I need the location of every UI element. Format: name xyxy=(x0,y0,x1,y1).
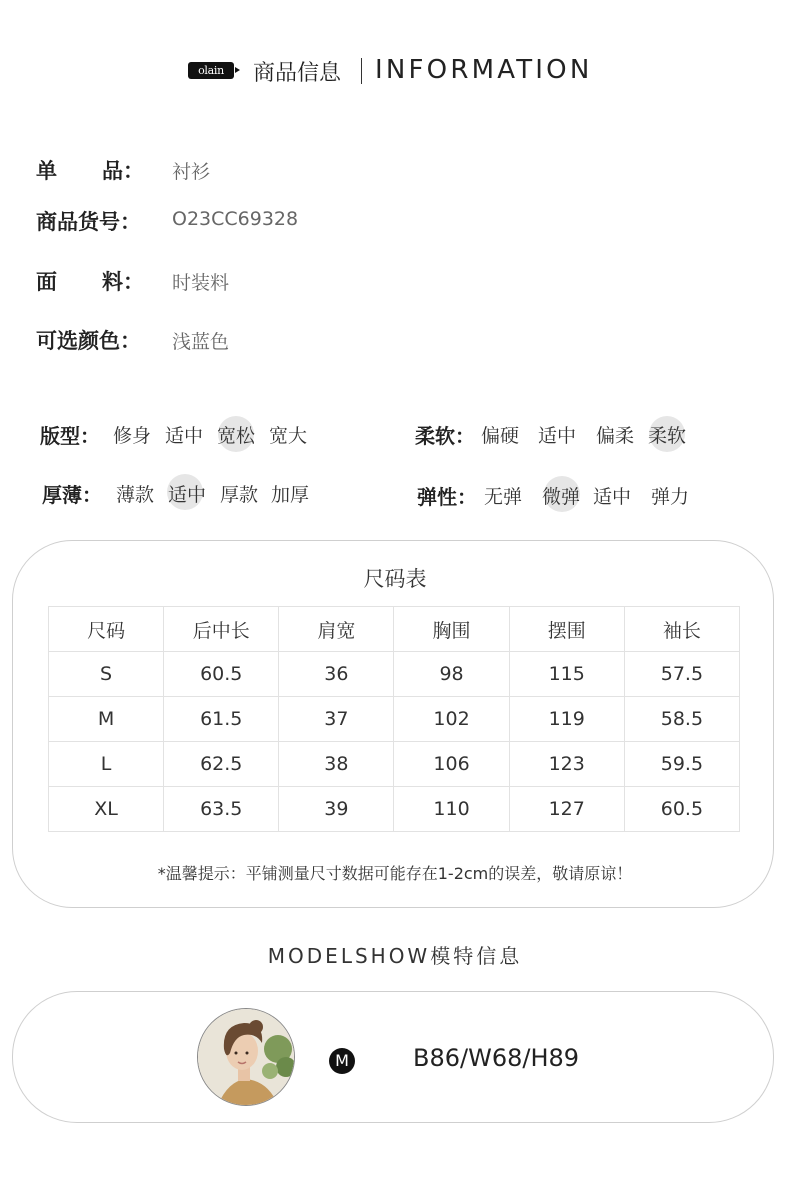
model-size-badge: M xyxy=(329,1048,355,1074)
table-cell: 37 xyxy=(279,697,394,742)
table-cell: 123 xyxy=(509,742,624,787)
table-cell: L xyxy=(49,742,164,787)
table-header-row xyxy=(49,607,740,652)
table-cell: 98 xyxy=(394,652,509,697)
fabric-value: 时装料 xyxy=(172,272,230,294)
table-row xyxy=(49,652,740,697)
thickness-option: 厚款 xyxy=(220,484,259,506)
column-header: 袖长 xyxy=(624,607,739,652)
size-table xyxy=(48,606,740,832)
table-cell: 59.5 xyxy=(624,742,739,787)
table-cell: 60.5 xyxy=(624,787,739,832)
table-cell: 60.5 xyxy=(164,652,279,697)
fabric-label: 面 料： xyxy=(36,270,144,294)
table-cell: 39 xyxy=(279,787,394,832)
elasticity-label: 弹性： xyxy=(417,485,477,509)
item-label: 单 品： xyxy=(36,159,144,183)
table-cell: 127 xyxy=(509,787,624,832)
table-cell: 119 xyxy=(509,697,624,742)
softness-option: 偏硬 xyxy=(481,425,520,447)
softness-option-selected: 柔软 xyxy=(648,425,687,447)
softness-option: 偏柔 xyxy=(596,425,635,447)
table-cell: 110 xyxy=(394,787,509,832)
table-cell: 63.5 xyxy=(164,787,279,832)
table-row xyxy=(49,787,740,832)
title-divider xyxy=(361,58,362,84)
sku-value: O23CC69328 xyxy=(172,208,299,230)
color-value: 浅蓝色 xyxy=(172,331,230,353)
table-cell: XL xyxy=(49,787,164,832)
softness-label: 柔软： xyxy=(415,424,475,448)
model-measurements: B86/W68/H89 xyxy=(413,1044,580,1072)
model-avatar xyxy=(197,1008,295,1106)
model-portrait-image xyxy=(198,1009,294,1105)
brand-logo: olain xyxy=(188,62,234,79)
column-header: 尺码 xyxy=(49,607,164,652)
color-label: 可选颜色： xyxy=(36,329,141,353)
fit-option-selected: 宽松 xyxy=(217,425,256,447)
elasticity-option: 适中 xyxy=(593,486,632,508)
thickness-option: 薄款 xyxy=(116,484,155,506)
table-cell: S xyxy=(49,652,164,697)
sku-label: 商品货号： xyxy=(36,210,141,234)
table-cell: M xyxy=(49,697,164,742)
table-row xyxy=(49,697,740,742)
section-title-cn: 商品信息 xyxy=(253,61,342,86)
logo-arrow-icon xyxy=(235,67,240,73)
model-card xyxy=(12,991,774,1123)
item-value: 衬衫 xyxy=(172,161,211,183)
table-cell: 36 xyxy=(279,652,394,697)
column-header: 肩宽 xyxy=(279,607,394,652)
header xyxy=(0,50,790,90)
measurement-note: *温馨提示：平铺测量尺寸数据可能存在1-2cm的误差，敬请原谅！ xyxy=(157,864,633,883)
table-cell: 115 xyxy=(509,652,624,697)
elasticity-option-selected: 微弹 xyxy=(542,486,581,508)
table-row xyxy=(49,742,740,787)
fit-option: 适中 xyxy=(165,425,204,447)
fit-option: 修身 xyxy=(113,425,152,447)
softness-option: 适中 xyxy=(538,425,577,447)
column-header: 胸围 xyxy=(394,607,509,652)
table-cell: 38 xyxy=(279,742,394,787)
fit-label: 版型： xyxy=(40,424,100,448)
fit-option: 宽大 xyxy=(269,425,308,447)
table-cell: 62.5 xyxy=(164,742,279,787)
column-header: 后中长 xyxy=(164,607,279,652)
size-chart-title: 尺码表 xyxy=(363,567,427,591)
thickness-label: 厚薄： xyxy=(42,483,102,507)
elasticity-option: 弹力 xyxy=(651,486,690,508)
model-section-title: MODELSHOW模特信息 xyxy=(267,944,523,968)
table-cell: 102 xyxy=(394,697,509,742)
thickness-option-selected: 适中 xyxy=(168,484,207,506)
table-cell: 58.5 xyxy=(624,697,739,742)
elasticity-option: 无弹 xyxy=(484,486,523,508)
table-cell: 57.5 xyxy=(624,652,739,697)
column-header: 摆围 xyxy=(509,607,624,652)
table-cell: 61.5 xyxy=(164,697,279,742)
section-title-en: INFORMATION xyxy=(375,55,593,85)
table-cell: 106 xyxy=(394,742,509,787)
thickness-option: 加厚 xyxy=(271,484,310,506)
